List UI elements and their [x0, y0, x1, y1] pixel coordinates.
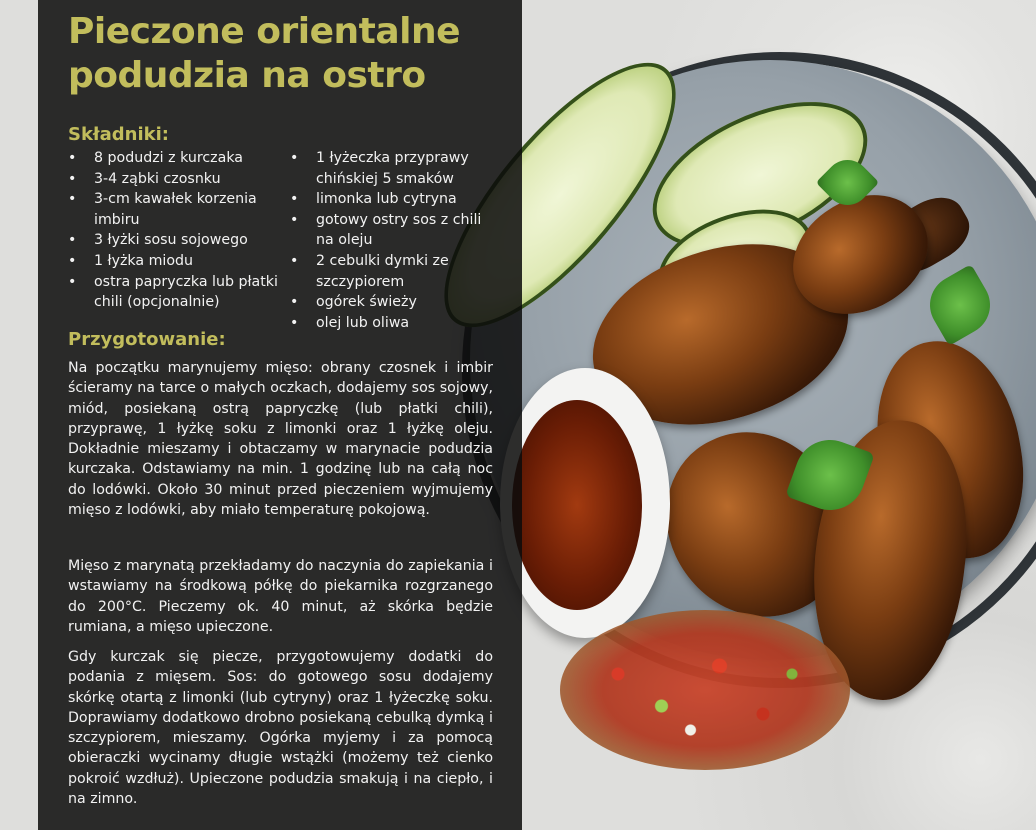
- preparation-heading: Przygotowanie:: [68, 329, 226, 350]
- ingredient-item: • 3-cm kawałek korzenia imbiru: [68, 189, 278, 230]
- ingredients-list-col2: [290, 148, 490, 333]
- ingredient-item: • 3-4 ząbki czosnku: [68, 169, 278, 190]
- ingredient-item: • limonka lub cytryna: [290, 189, 490, 210]
- ingredient-item: • ostra papryczka lub płatki chili (opcjonalnie): [68, 272, 278, 313]
- ingredients-list-col1: [68, 148, 278, 313]
- ingredient-item: • gotowy ostry sos z chili na oleju: [290, 210, 490, 251]
- ingredient-item: • 3 łyżki sosu sojowego: [68, 230, 278, 251]
- chili-sauce: [512, 400, 642, 610]
- ingredient-item: • 1 łyżka miodu: [68, 251, 278, 272]
- ingredient-item: • olej lub oliwa: [290, 313, 490, 334]
- recipe-title: Pieczone orientalne podudzia na ostro: [68, 11, 461, 96]
- tomato-salsa: [560, 610, 850, 770]
- preparation-paragraph: Na początku marynujemy mięso: obrany czosnek i imbir ścieramy na tarce o małych oczkach, dodajemy sos sojowy, miód, posiekaną ostrą papryczkę (lub płatki chili), przyprawę, 1 łyżkę soku z limonki oraz 1 łyżkę oleju. Dokładnie mieszamy i obtaczamy w marynacie podudzia kurczaka. Odstawiamy na min. 1 godzinę lub na całą noc do lodówki. Około 30 minut przed pieczeniem wyjmujemy mięso z lodówki, aby miało temperaturę pokojową.: [68, 360, 493, 519]
- preparation-paragraph: Gdy kurczak się piecze, przygotowujemy dodatki do podania z mięsem. Sos: do gotowego sosu dodajemy skórkę otartą z limonki (lub cytryny) oraz 1 łyżeczkę soku. Doprawiamy dodatkowo drobno posiekaną cebulką dymką i szczypiorem, mieszamy. Ogórka myjemy i za pomocą obieraczki wycinamy długie wstążki (możemy też cienko pokroić wzdłuż). Upieczone podudzia smakują i na ciepło, i na zimno.: [68, 649, 493, 808]
- ingredient-item: • 8 podudzi z kurczaka: [68, 148, 278, 169]
- ingredient-item: • 1 łyżeczka przyprawy chińskiej 5 smaków: [290, 148, 490, 189]
- ingredient-item: • ogórek świeży: [290, 292, 490, 313]
- preparation-paragraph: Mięso z marynatą przekładamy do naczynia do zapiekania i wstawiamy na środkową półkę do piekarnika rozgrzanego do 200°C. Pieczemy ok. 40 minut, aż skórka będzie rumiana, a mięso upieczone.: [68, 558, 493, 635]
- ingredient-item: • 2 cebulki dymki ze szczypiorem: [290, 251, 490, 292]
- ingredients-heading: Składniki:: [68, 124, 169, 145]
